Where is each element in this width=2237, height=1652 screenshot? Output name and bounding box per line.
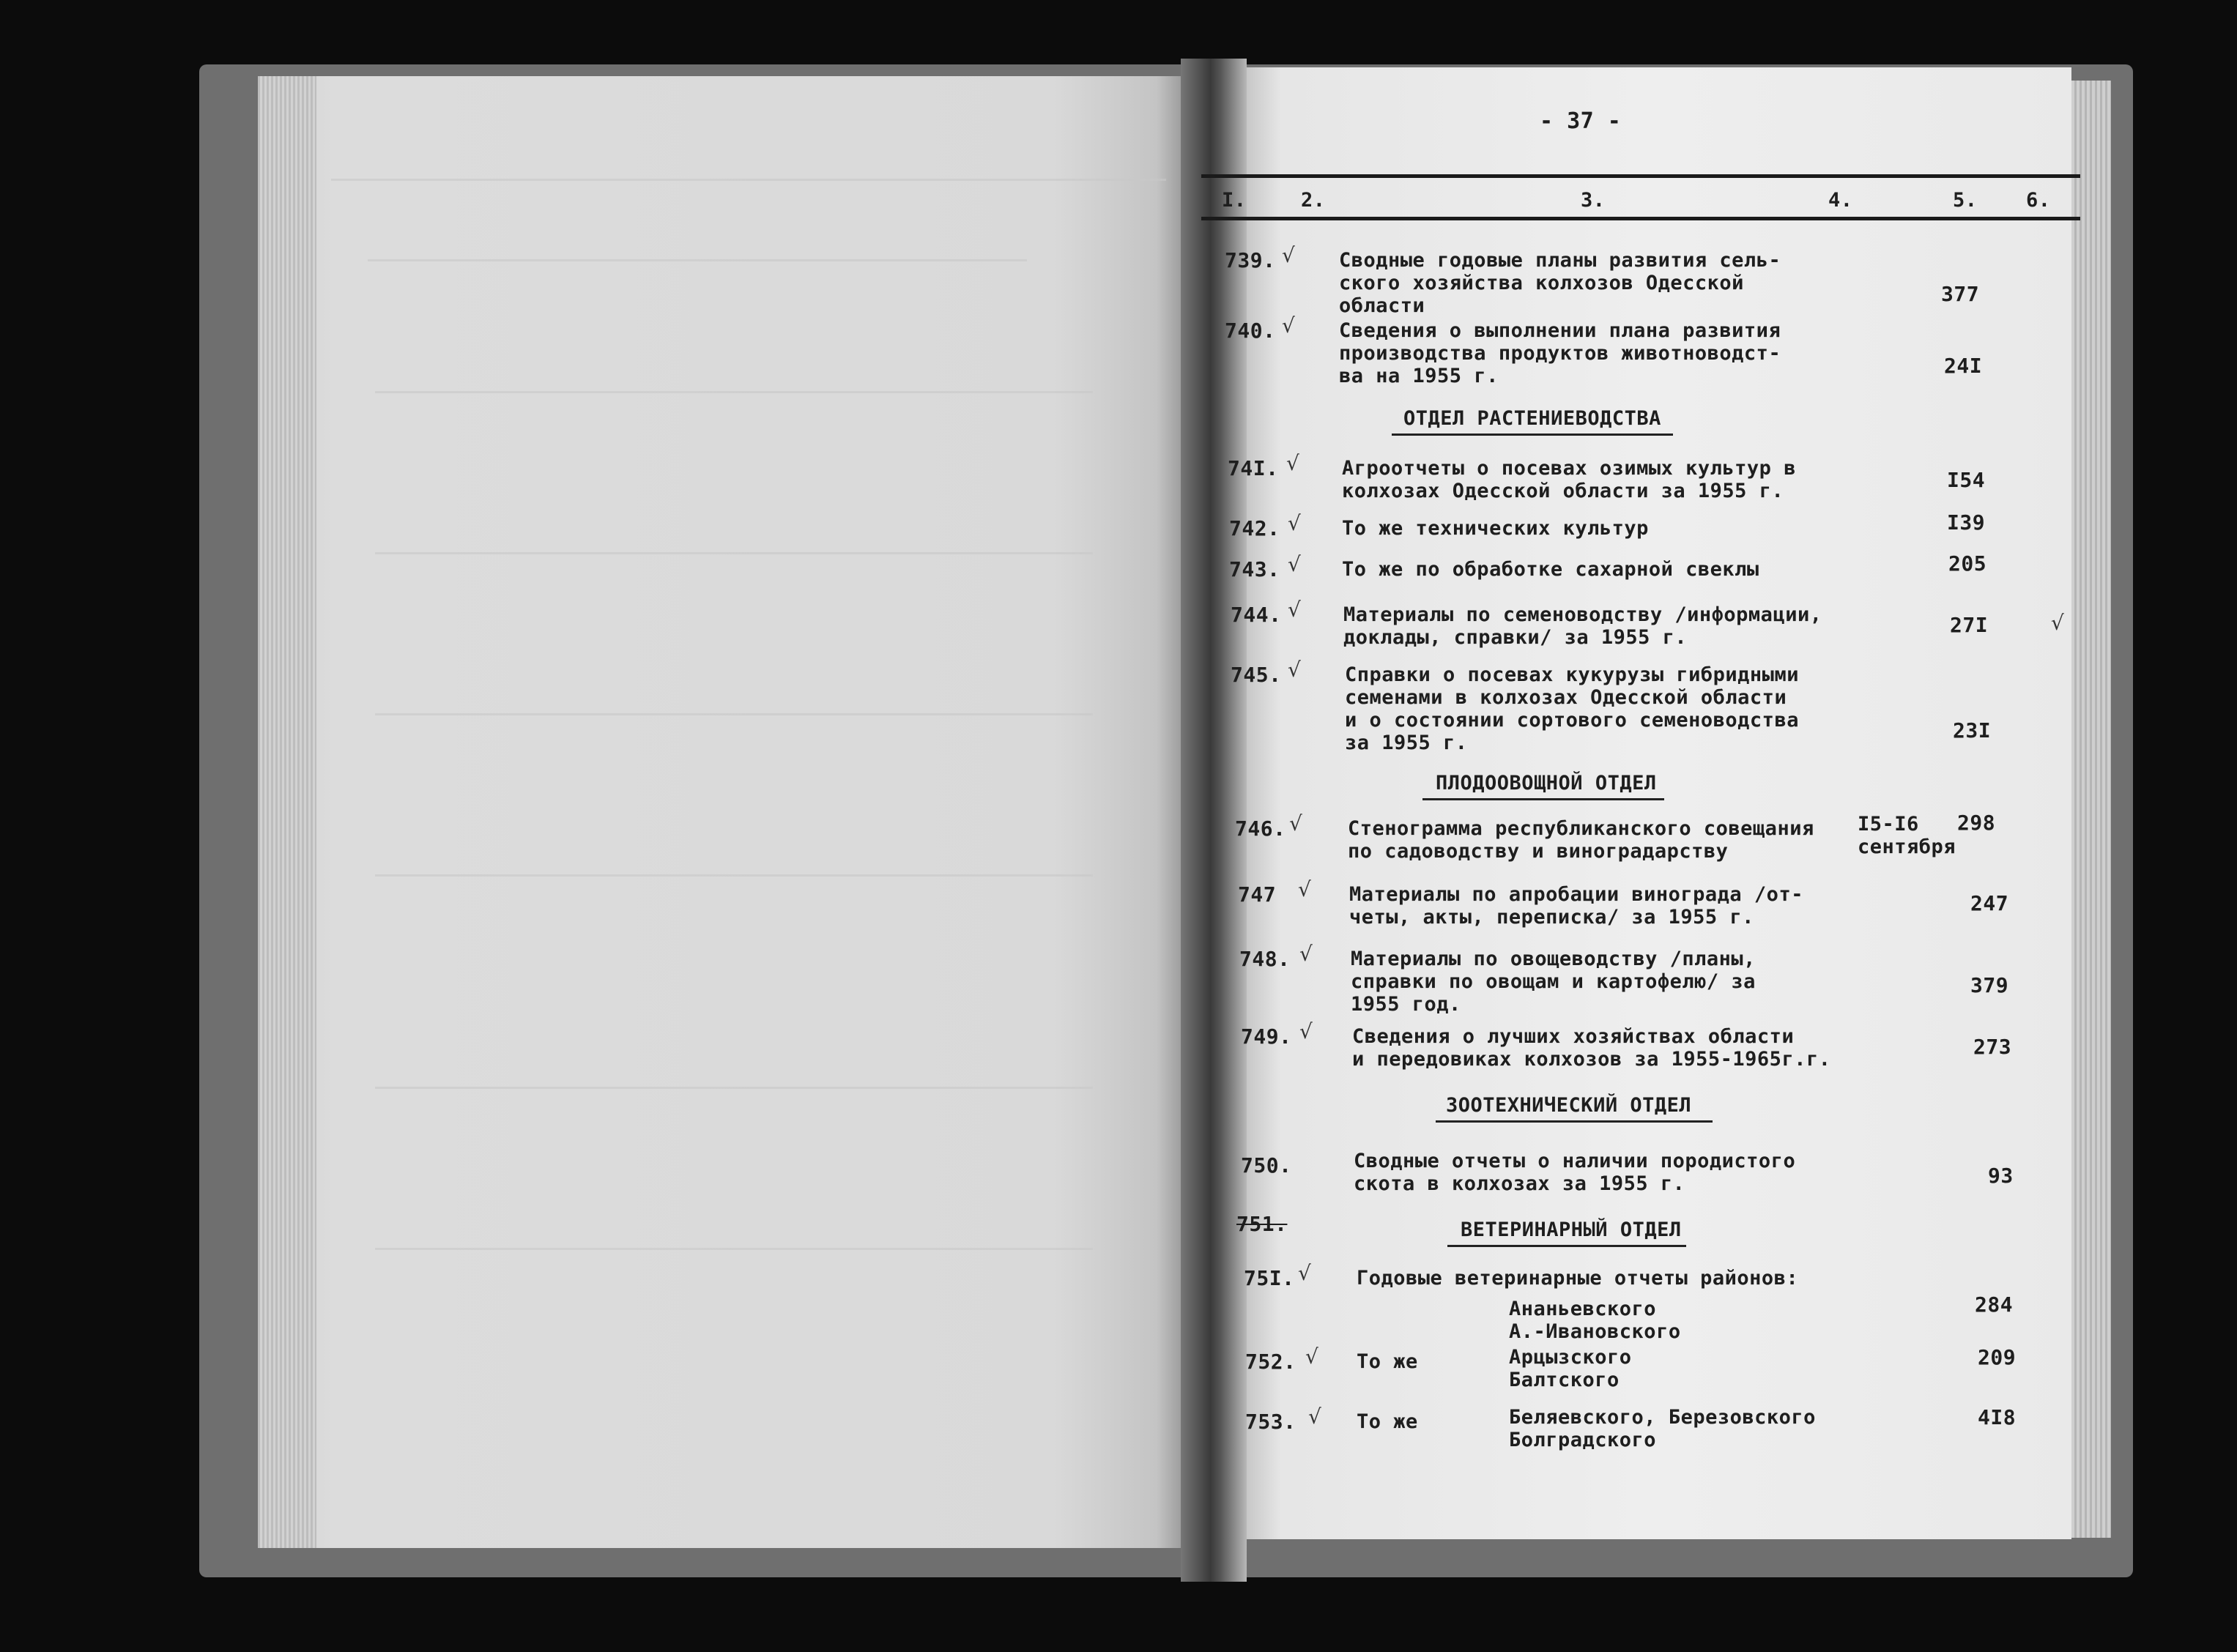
check-mark: √ xyxy=(1288,598,1301,622)
section-heading: ЗООТЕХНИЧЕСКИЙ ОТДЕЛ xyxy=(1446,1094,1692,1117)
check-mark: √ xyxy=(1288,511,1301,535)
entry-number: 746. xyxy=(1235,816,1286,841)
entry-page-count: 93 xyxy=(1988,1164,2014,1188)
column-header: 2. xyxy=(1301,189,1326,212)
column-header: I. xyxy=(1222,189,1247,212)
check-mark: √ xyxy=(1305,1344,1318,1369)
page-edges xyxy=(2071,81,2111,1538)
bleed-through-line xyxy=(375,874,1093,877)
bleed-through-line xyxy=(375,1248,1093,1250)
check-mark: √ xyxy=(1289,811,1302,836)
entry-description: То же xyxy=(1357,1410,1418,1433)
column-header: 4. xyxy=(1828,189,1853,212)
check-mark: √ xyxy=(1299,942,1313,966)
page-edges xyxy=(258,76,316,1548)
entry-page-count: I54 xyxy=(1947,468,1986,492)
entry-page-count: 284 xyxy=(1975,1292,2014,1317)
bleed-through-line xyxy=(375,713,1093,715)
check-mark: √ xyxy=(1286,451,1299,475)
column-header: 3. xyxy=(1581,189,1606,212)
entry-number: 749. xyxy=(1241,1024,1292,1049)
entry-number: 747 xyxy=(1238,882,1277,907)
entry-number: 743. xyxy=(1229,557,1280,581)
entry-date: I5-I6 сентября xyxy=(1858,813,1956,858)
section-underline xyxy=(1392,434,1673,436)
check-mark: √ xyxy=(1282,243,1295,267)
header-rule-bottom xyxy=(1201,217,2080,220)
entry-description: То же xyxy=(1357,1350,1418,1373)
struck-entry-number: 751. xyxy=(1236,1212,1288,1236)
check-mark: √ xyxy=(1288,658,1301,682)
entry-description: То же технических культур xyxy=(1342,517,1649,540)
entry-page-count: 24I xyxy=(1944,354,1983,378)
header-rule-top xyxy=(1201,174,2080,178)
entry-page-count: 247 xyxy=(1970,891,2009,915)
entry-subitems: Беляевского, Березовского Болградского xyxy=(1509,1406,1816,1451)
entry-subitems: Арцызского Балтского xyxy=(1509,1346,1632,1391)
check-mark: √ xyxy=(1298,1261,1311,1285)
section-underline xyxy=(1436,1120,1713,1123)
column-header: 5. xyxy=(1953,189,1978,212)
entry-subitems: Ананьевского А.-Ивановского xyxy=(1509,1298,1681,1343)
bleed-through-line xyxy=(375,391,1093,393)
entry-number: 742. xyxy=(1229,516,1280,540)
section-heading: ОТДЕЛ РАСТЕНИЕВОДСТВА xyxy=(1403,407,1661,430)
bleed-through-line xyxy=(375,552,1093,554)
bleed-through-line xyxy=(331,179,1166,181)
entry-description: Годовые ветеринарные отчеты районов: xyxy=(1357,1267,1799,1290)
entry-number: 750. xyxy=(1241,1153,1292,1177)
entry-page-count: 377 xyxy=(1941,282,1980,306)
entry-number: 752. xyxy=(1245,1350,1296,1374)
entry-page-count: 298 xyxy=(1957,811,1996,835)
entry-description: Материалы по апробации винограда /от- четы, акты, переписка/ за 1955 г. xyxy=(1349,883,1803,929)
column-header: 6. xyxy=(2026,189,2051,212)
entry-page-count: 4I8 xyxy=(1978,1405,2017,1429)
entry-number: 745. xyxy=(1231,663,1282,687)
bleed-through-line xyxy=(368,259,1027,261)
entry-number: 753. xyxy=(1245,1410,1296,1434)
entry-page-count: 205 xyxy=(1948,551,1987,576)
section-underline xyxy=(1447,1245,1686,1247)
check-mark: √ xyxy=(1288,552,1301,576)
check-mark: √ xyxy=(2051,611,2064,635)
section-underline xyxy=(1422,798,1664,800)
check-mark: √ xyxy=(1282,313,1295,338)
entry-description: Сведения о выполнении плана развития производства продуктов животноводст- ва на 1955 г. xyxy=(1339,319,1781,387)
check-mark: √ xyxy=(1298,877,1311,901)
entry-page-count: 209 xyxy=(1978,1345,2017,1369)
entry-page-count: 379 xyxy=(1970,973,2009,997)
page-number: - 37 - xyxy=(1540,108,1622,134)
entry-page-count: 273 xyxy=(1973,1035,2012,1059)
entry-number: 74I. xyxy=(1228,456,1279,480)
entry-description: Материалы по овощеводству /планы, справки по овощам и картофелю/ за 1955 год. xyxy=(1351,948,1756,1016)
check-mark: √ xyxy=(1299,1019,1313,1043)
entry-description: Материалы по семеноводству /информации, доклады, справки/ за 1955 г. xyxy=(1343,603,1822,649)
section-heading: ПЛОДООВОЩНОЙ ОТДЕЛ xyxy=(1436,772,1657,795)
left-page-blank xyxy=(258,76,1194,1548)
section-heading: ВЕТЕРИНАРНЫЙ ОТДЕЛ xyxy=(1461,1218,1682,1241)
entry-description: Агроотчеты о посевах озимых культур в колхозах Одесской области за 1955 г. xyxy=(1342,457,1796,502)
entry-number: 739. xyxy=(1225,248,1276,272)
entry-description: То же по обработке сахарной свеклы xyxy=(1342,558,1759,581)
entry-description: Сводные годовые планы развития сель- ского хозяйства колхозов Одесской области xyxy=(1339,249,1781,317)
entry-description: Справки о посевах кукурузы гибридными семенами в колхозах Одесской области и о состоянии сортового семеноводства за 1955 г. xyxy=(1345,663,1799,754)
entry-description: Сведения о лучших хозяйствах области и передовиках колхозов за 1955-1965г.г. xyxy=(1352,1025,1831,1071)
entry-number: 75I. xyxy=(1244,1266,1295,1290)
entry-number: 740. xyxy=(1225,319,1276,343)
entry-number: 744. xyxy=(1231,603,1282,627)
bleed-through-line xyxy=(375,1087,1093,1089)
entry-number: 748. xyxy=(1239,947,1291,971)
entry-description: Сводные отчеты о наличии породистого скота в колхозах за 1955 г. xyxy=(1354,1150,1796,1195)
entry-page-count: I39 xyxy=(1947,510,1986,535)
entry-page-count: 27I xyxy=(1950,613,1989,637)
entry-description: Стенограмма республиканского совещания по садоводству и виноградарству xyxy=(1348,817,1814,863)
entry-page-count: 23I xyxy=(1953,718,1992,743)
check-mark: √ xyxy=(1308,1404,1321,1429)
